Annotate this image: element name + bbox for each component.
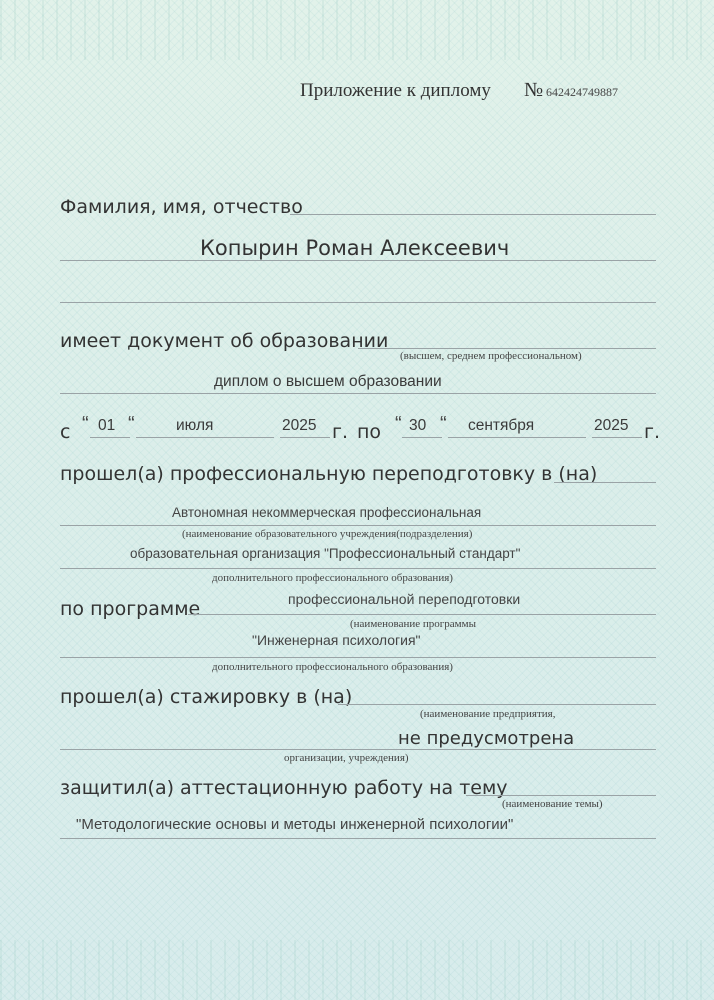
education-line-2 bbox=[60, 393, 656, 394]
period-from-year: 2025 bbox=[282, 417, 317, 434]
program-value-line2: "Инженерная психология" bbox=[252, 632, 421, 648]
fio-line-2 bbox=[60, 260, 656, 261]
internship-value: не предусмотрена bbox=[398, 728, 575, 749]
period-to-year-line bbox=[592, 437, 642, 438]
quote-open-2: “ bbox=[395, 413, 402, 435]
thesis-label: защитил(а) аттестационную работу на тему bbox=[60, 777, 508, 799]
program-line-2 bbox=[60, 657, 656, 658]
program-value-line1: профессиональной переподготовки bbox=[288, 591, 521, 607]
internship-hint2: организации, учреждения) bbox=[284, 752, 409, 764]
quote-close-2: “ bbox=[440, 413, 447, 435]
period-to-prefix: по bbox=[357, 421, 382, 443]
period-year-suffix-1: г. bbox=[332, 421, 349, 443]
period-from-month: июля bbox=[176, 417, 214, 434]
retraining-line-3 bbox=[60, 568, 656, 569]
diploma-number: 642424749887 bbox=[546, 85, 618, 99]
decorative-bottom-band bbox=[0, 940, 714, 1000]
period-from-day-line bbox=[90, 437, 130, 438]
education-hint: (высшем, среднем профессиональном) bbox=[400, 350, 582, 362]
thesis-hint: (наименование темы) bbox=[502, 798, 603, 810]
retraining-org-hint2: дополнительного профессионального образования) bbox=[212, 572, 453, 584]
period-to-month: сентября bbox=[468, 417, 535, 434]
period-from-day: 01 bbox=[98, 417, 116, 434]
period-to-month-line bbox=[448, 437, 586, 438]
retraining-line-2 bbox=[60, 525, 656, 526]
retraining-line-1 bbox=[554, 482, 656, 483]
retraining-org-line2: образовательная организация "Профессиональный стандарт" bbox=[130, 546, 521, 561]
period-to-day: 30 bbox=[409, 417, 427, 434]
period-from-prefix: с bbox=[60, 421, 71, 443]
period-from-year-line bbox=[280, 437, 330, 438]
education-label: имеет документ об образовании bbox=[60, 330, 389, 352]
program-hint1: (наименование программы bbox=[350, 618, 476, 630]
education-line-1 bbox=[358, 348, 656, 349]
retraining-org-line1: Автономная некоммерческая профессиональная bbox=[172, 505, 482, 520]
thesis-line-1 bbox=[466, 795, 656, 796]
thesis-value: "Методологические основы и методы инженерной психологии" bbox=[76, 816, 514, 833]
internship-hint1: (наименование предприятия, bbox=[420, 708, 556, 720]
internship-line-2 bbox=[60, 749, 656, 750]
fio-label: Фамилия, имя, отчество bbox=[60, 196, 303, 218]
quote-open-1: “ bbox=[82, 413, 89, 435]
fio-value: Копырин Роман Алексеевич bbox=[200, 236, 510, 260]
quote-close-1: “ bbox=[128, 413, 135, 435]
period-to-day-line bbox=[402, 437, 442, 438]
internship-label: прошел(а) стажировку в (на) bbox=[60, 686, 353, 708]
education-value: диплом о высшем образовании bbox=[214, 373, 442, 390]
fio-line-3 bbox=[60, 302, 656, 303]
program-label: по программе bbox=[60, 598, 201, 620]
program-hint2: дополнительного профессионального образования) bbox=[212, 661, 453, 673]
period-from-month-line bbox=[136, 437, 274, 438]
document-title: Приложение к дипломy bbox=[300, 80, 491, 101]
thesis-line-2 bbox=[60, 838, 656, 839]
retraining-org-hint1: (наименование образовательного учреждения(подразделения) bbox=[182, 528, 473, 540]
internship-line-1 bbox=[338, 704, 656, 705]
fio-line-1 bbox=[290, 214, 656, 215]
retraining-label: прошел(а) профессиональную переподготовку в (на) bbox=[60, 463, 598, 485]
program-line-1 bbox=[188, 614, 656, 615]
period-to-year: 2025 bbox=[594, 417, 629, 434]
period-year-suffix-2: г. bbox=[644, 421, 661, 443]
number-sign: № bbox=[524, 79, 544, 101]
decorative-top-band bbox=[0, 0, 714, 60]
